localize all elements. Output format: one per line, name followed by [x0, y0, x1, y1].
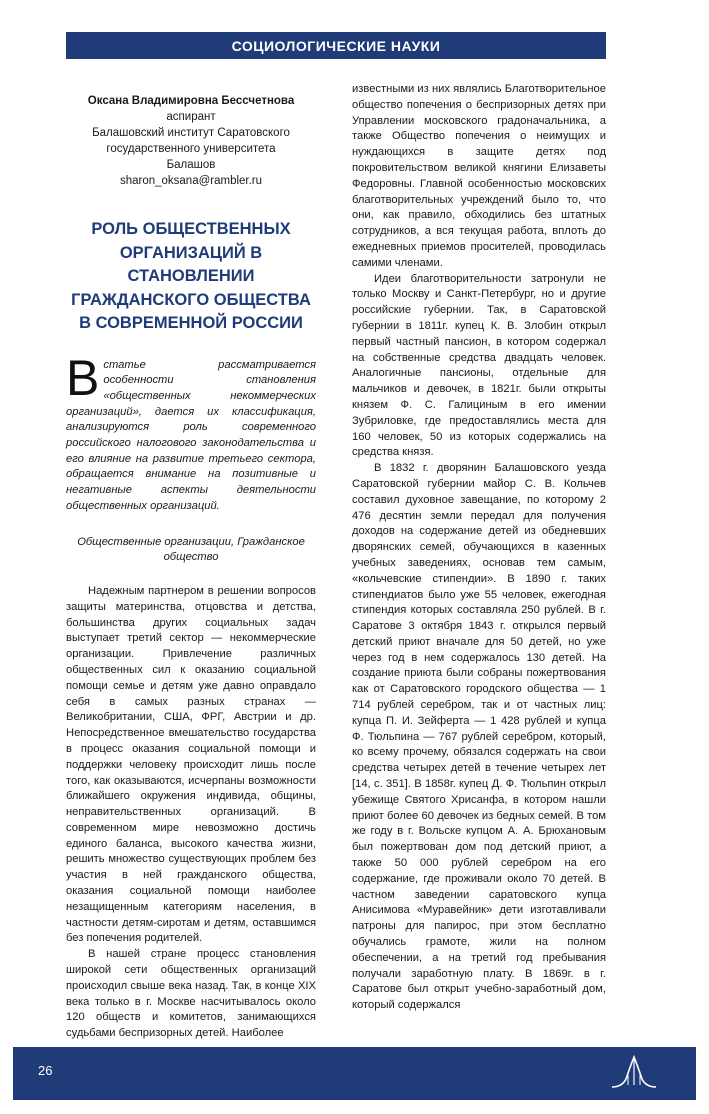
body-paragraph: В нашей стране процесс становления широкой сети общественных организаций происходил свыше века назад. Так, в конце XIX века только в г. Москве насчитывалось около 120 обществ и комитетов, занимающихся судьбами беспризорных детей. Наиболее [66, 948, 316, 1040]
author-position: аспирант [166, 111, 216, 123]
body-paragraph: В 1832 г. дворянин Балашовского уезда Саратовской губернии майор С. В. Кольчев составил духовное завещание, по которому 2 476 десятин земли передал для получения доходов на содержание детей из обедневших дворянских семей, обучающихся в казенных учебных заведениях, основав тем самым, «кольчевские стипендии». В 1890 г. таких стипендиатов было уже 55 человек, ежегодная стипендия которых составляла 250 рублей. В г. Саратове 3 октября 1843 г. открылся первый детский приют вначале для 50 детей, но уже через год в нем содержалось 130 детей. На создание приюта были собраны пожертвования как от Саратовского городского общества — 1 714 рублей серебром, так и от частных лиц: купца П. И. Зейферта — 1 428 рублей и купца Ф. Тюльпина — 767 рублей серебром, который, ко всему прочему, обязался содержать на свои средства четырех детей в течение четырех лет [14, с. 351]. В 1858г. купец Д. Ф. Тюльпин открыл убежище Святого Хрисанфа, в котором нашли приют более 60 девочек из бедных семей. В том же году в г. Вольске купцом А. А. Брюхановым был пожертвован дом под детский приют, а также 50 000 рублей серебром на его содержание, где проживали около 70 детей. В частном заведении саратовского купца Анисимова «Муравейник» дети изготавливали патроны для папирос, при этом бесплатно обучались грамоте, жили на полном обеспечении, а на третий год пребывания получали заработную плату. В 1869г. в г. Саратове был открыт учебно-заработный дом, который содержался [352, 462, 606, 1012]
journal-logo-icon [610, 1055, 658, 1093]
left-body-text [66, 584, 316, 1042]
page-footer [13, 1047, 696, 1100]
article-keywords: Общественные организации, Гражданское общество [77, 535, 305, 564]
author-block [66, 93, 316, 189]
section-title: СОЦИОЛОГИЧЕСКИЕ НАУКИ [231, 37, 441, 54]
author-institution-line2: государственного университета [106, 143, 276, 155]
abstract-text: статье рассматривается особенности становления «общественных некоммерческих организаций», дается их классификация, анализируются роль современного российского налогового законодательства и его влияние на развитие третьего сектора, обращается внимание на позитивные и негативные аспекты деятельности общественных организаций. [66, 358, 316, 512]
author-institution-line1: Балашовский институт Саратовского [92, 127, 290, 139]
author-name: Оксана Владимировна Бессчетнова [87, 95, 295, 107]
right-column [352, 82, 606, 1014]
author-email[interactable]: sharon_oksana@rambler.ru [119, 175, 263, 187]
body-paragraph: известными из них являлись Благотворительное общество попечения о беспризорных детях при Управлении московского градоначальника, а также Общество попечения о неимущих и нуждающихся в защите детях под покровительством великой княгини Елизаветы Федоровны. Главной особенностью московских благотворительных учреждений было то, что они, как правило, обходились без штатных сотрудников, а вся текущая работа, вплоть до ежедневных приемов просителей, проводилась самими членами. [352, 83, 606, 269]
body-paragraph: Идеи благотворительности затронули не только Москву и Санкт-Петербург, но и другие российские губернии. Так, в Саратовской губернии в 1811г. купец К. В. Злобин открыл первый частный пансион, в котором содержал на собственные средства двадцать человек. Аналогичные пансионы, отдельные для мальчиков и девочек, в 1821г. были открыты князем Ф. С. Галициным в его имении Зубриловке, где предоставлялись места для 160 человек, 50 из которых содержались на средства князя. [352, 272, 606, 459]
page-number: 26 [38, 1063, 53, 1078]
article-abstract [66, 349, 316, 515]
section-header [66, 32, 606, 59]
left-column [66, 93, 316, 1042]
article-title: РОЛЬ ОБЩЕСТВЕННЫХ ОРГАНИЗАЦИЙ В СТАНОВЛЕНИИ ГРАЖДАНСКОГО ОБЩЕСТВА В СОВРЕМЕННОЙ РОССИИ [71, 220, 311, 332]
abstract-dropcap: В [66, 349, 100, 406]
body-paragraph: Надежным партнером в решении вопросов защиты материнства, отцовства и детства, большинства других социальных задач выступает третий сектор — некоммерческие организации. Привлечение различных общественных сил к оказанию социальной помощи семье и детям уже давно оправдало себя в самых разных странах — Великобритании, США, ФРГ, Австрии и др. Непосредственное вмешательство государства в процесс оказания социальной помощи и поддержки человеку происходит лишь после того, как оказываются, исчерпаны возможности ближайшего окружения индивида, общины, неправительственных организаций. В современном мире невозможно достичь единого баланса, высокого качества жизни, решить множество существующих проблем без участия в ней гражданского общества, оказания социальной помощи наиболее незащищенным категориям населения, в частности детям-сиротам и детям, оставшимся без попечения родителей. [66, 584, 316, 945]
author-city: Балашов [166, 159, 216, 171]
